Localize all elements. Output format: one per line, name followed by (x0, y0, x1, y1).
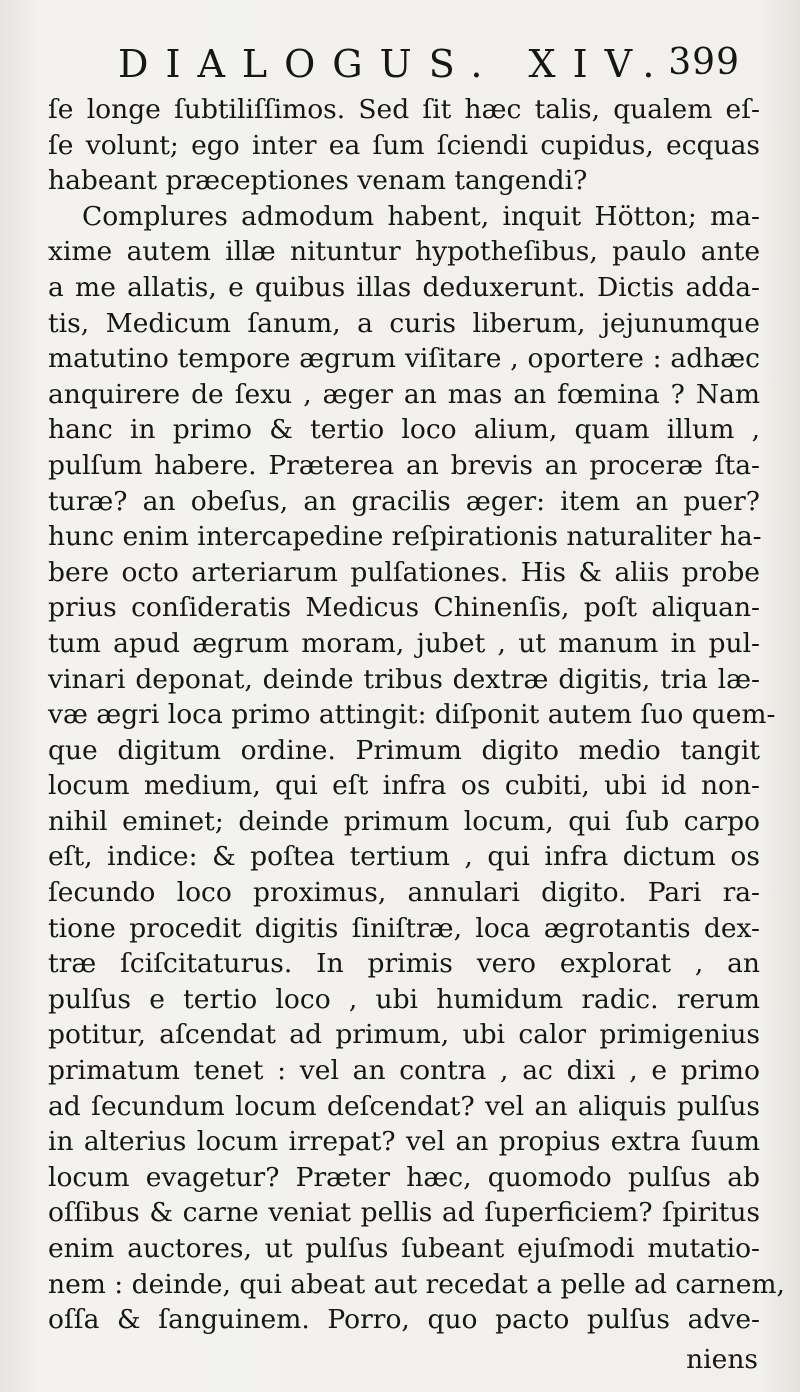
text-line: træ ſciſcitaturus. In primis vero explorat , an (48, 948, 760, 980)
text-line: anquirere de ſexu , æger an mas an fœmina ? Nam (48, 378, 760, 410)
text-line: hunc enim intercapedine reſpirationis naturaliter ha- (48, 521, 762, 553)
text-line: bere octo arteriarum pulſationes. His & aliis probe (48, 556, 760, 588)
text-line: locum medium, qui eſt infra os cubiti, ubi id non- (48, 770, 760, 802)
catchword: niens (686, 1344, 758, 1375)
text-line: a me allatis, e quibus illas deduxerunt. Dictis adda- (48, 271, 760, 303)
text-line: vinari deponat, deinde tribus dextræ digitis, tria læ- (48, 663, 760, 695)
running-head: DIALOGUS. XIV. (118, 42, 672, 86)
text-line: ſecundo loco proximus, annulari digito. Pari ra- (48, 877, 760, 909)
text-line: potitur, aſcendat ad primum, ubi calor primigenius (48, 1019, 760, 1051)
text-line: tione procedit digitis ſiniſtræ, loca ægrotantis dex- (48, 912, 760, 944)
body-text (48, 92, 785, 1338)
text-line: ſe volunt; ego inter ea ſum ſciendi cupidus, ecquas (48, 129, 760, 161)
text-line: turæ? an obeſus, an gracilis æger: item an puer? (48, 485, 760, 517)
text-line: ad ſecundum locum deſcendat? vel an aliquis pulſus (48, 1090, 760, 1122)
text-line: oſſa & ſanguinem. Porro, quo pacto pulſus adve- (48, 1304, 760, 1336)
text-line: tis, Medicum ſanum, a curis liberum, jejunumque (48, 307, 760, 339)
text-line: primatum tenet : vel an contra , ac dixi , e primo (48, 1055, 760, 1087)
page-number: 399 (668, 42, 740, 83)
text-line: locum evagetur? Præter hæc, quomodo pulſus ab (48, 1161, 760, 1193)
text-line: tum apud ægrum moram, jubet , ut manum in pul- (48, 627, 760, 659)
text-line: pulſus e tertio loco , ubi humidum radic. rerum (48, 983, 760, 1015)
text-line: væ ægri loca primo attingit: diſponit autem ſuo quem- (48, 699, 776, 731)
text-line: Complures admodum habent, inquit Hötton; ma- (82, 200, 760, 232)
text-line: eſt, indice: & poſtea tertium , qui infra dictum os (48, 841, 760, 873)
text-line: hanc in primo & tertio loco alium, quam illum , (48, 414, 760, 446)
text-line: in alterius locum irrepat? vel an propius extra ſuum (48, 1126, 760, 1158)
text-line: xime autem illæ nituntur hypotheſibus, paulo ante (48, 236, 760, 268)
text-line: matutino tempore ægrum viſitare , oportere : adhæc (48, 343, 760, 375)
text-line: que digitum ordine. Primum digito medio tangit (48, 734, 760, 766)
text-line: nem : deinde, qui abeat aut recedat a pelle ad carnem, (48, 1268, 785, 1300)
text-line: enim auctores, ut pulſus ſubeant ejuſmodi mutatio- (48, 1233, 760, 1264)
text-line: prius conſideratis Medicus Chinenſis, poſt aliquan- (48, 592, 760, 624)
text-line: oſſibus & carne veniat pellis ad ſuperficiem? ſpiritus (48, 1197, 760, 1229)
text-line: habeant præceptiones venam tangendi? (48, 165, 588, 197)
text-line: pulſum habere. Præterea an brevis an proceræ ſta- (48, 449, 760, 481)
text-line: nihil eminet; deinde primum locum, qui ſub carpo (48, 805, 760, 837)
text-line: ſe longe ſubtiliſſimos. Sed ſit hæc talis, qualem eſ- (48, 94, 760, 125)
